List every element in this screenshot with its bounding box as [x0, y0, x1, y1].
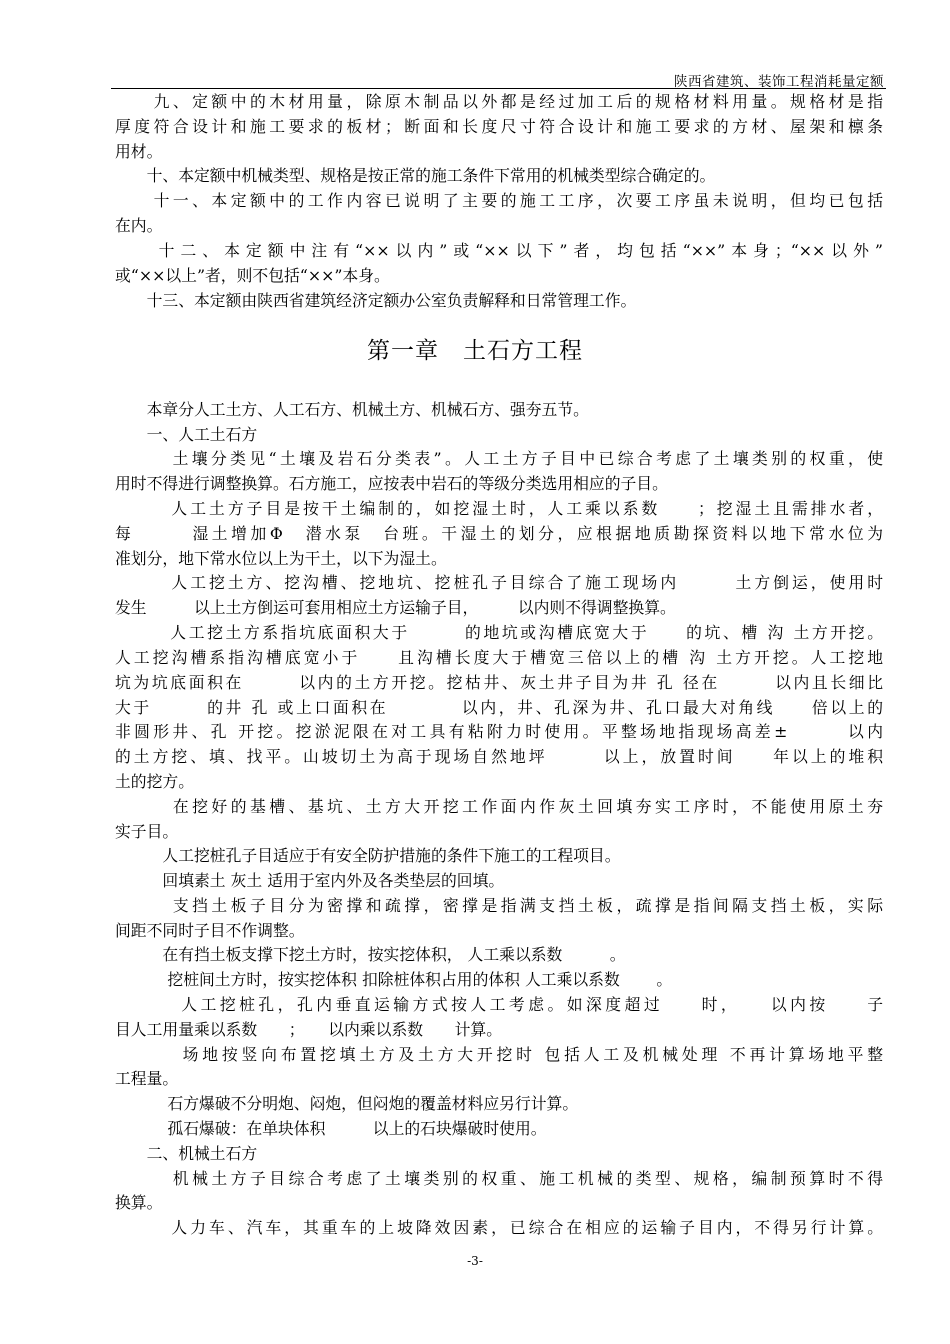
- text-line: 十三、本定额由陕西省建筑经济定额办公室负责解释和日常管理工作。: [115, 291, 637, 310]
- text-line: 大于 的井 孔 或上口面积在 以内，井、孔深为井、孔口最大对角线 倍以上的: [115, 698, 883, 717]
- text-line: 坑为坑底面积在 以内的土方开挖。挖枯井、灰土井子目为井 孔 径在 以内且长细比: [115, 673, 883, 692]
- text-line: 非圆形井、孔 开挖。挖淤泥限在对工具有粘附力时使用。平整场地指现场高差± 以内: [115, 722, 883, 741]
- text-line: 在有挡土板支撑下挖土方时，按实挖体积， 人工乘以系数 。: [115, 945, 626, 964]
- text-line: 在挖好的基槽、基坑、土方大开挖工作面内作灰土回填夯实工序时，不能使用原土夯: [115, 797, 883, 816]
- text-line: 人工挖桩孔子目适应于有安全防护措施的条件下施工的工程项目。: [115, 846, 621, 865]
- text-line: 挖桩间土方时，按实挖体积 扣除桩体积占用的体积 人工乘以系数 。: [115, 970, 673, 989]
- text-line: 在内。: [115, 216, 163, 235]
- text-line: 人工挖土方、挖沟槽、挖地坑、挖桩孔子目综合了施工现场内 土方倒运，使用时: [115, 573, 883, 592]
- text-line: 人力车、汽车，其重车的上坡降效因素，已综合在相应的运输子目内，不得另行计算。: [115, 1218, 883, 1237]
- text-line: 或“××以上”者，则不包括“××”本身。: [115, 266, 390, 285]
- text-line: 发生 以上土方倒运可套用相应土方运输子目， 以内则不得调整换算。: [115, 598, 676, 617]
- text-line: 孤石爆破：在单块体积 以上的石块爆破时使用。: [115, 1119, 547, 1138]
- text-line: 用时不得进行调整换算。石方施工，应按表中岩石的等级分类选用相应的子目。: [115, 474, 668, 493]
- text-line: 间距不同时子目不作调整。: [115, 921, 305, 940]
- section-heading: 一、人工土石方: [115, 425, 258, 444]
- text-line: 目人工用量乘以系数 ； 以内乘以系数 计算。: [115, 1020, 503, 1039]
- text-line: 实子目。: [115, 822, 179, 841]
- text-line: 石方爆破不分明炮、闷炮，但闷炮的覆盖材料应另行计算。: [115, 1094, 579, 1113]
- text-line: 土壤分类见“土壤及岩石分类表”。人工土方子目中已综合考虑了土壤类别的权重，使: [115, 449, 883, 468]
- text-line: 十二、本定额中注有“××以内”或“××以下”者，均包括“××”本身；“××以外”: [115, 241, 883, 260]
- text-line: 机械土方子目综合考虑了土壤类别的权重、施工机械的类型、规格，编制预算时不得: [115, 1169, 883, 1188]
- text-line: 换算。: [115, 1193, 163, 1212]
- text-line: 每 湿土增加Φ 潜水泵 台班。干湿土的划分，应根据地质勘探资料以地下常水位为: [115, 524, 883, 543]
- text-line: 十一、本定额中的工作内容已说明了主要的施工工序，次要工序虽未说明，但均已包括: [115, 191, 883, 210]
- text-line: 人工挖土方系指坑底面积大于 的地坑或沟槽底宽大于 的坑、槽 沟 土方开挖。: [115, 623, 883, 642]
- text-line: 用材。: [115, 142, 163, 161]
- text-line: 的土方挖、填、找平。山坡切土为高于现场自然地坪 以上，放置时间 年以上的堆积: [115, 747, 883, 766]
- header-divider: [111, 88, 886, 89]
- text-line: 九、定额中的木材用量，除原木制品以外都是经过加工后的规格材料用量。规格材是指: [115, 92, 883, 111]
- text-line: 十、本定额中机械类型、规格是按正常的施工条件下常用的机械类型综合确定的。: [115, 166, 716, 185]
- text-line: 回填素土 灰土 适用于室内外及各类垫层的回填。: [115, 871, 505, 890]
- section-heading: 二、机械土石方: [115, 1144, 258, 1163]
- running-header: 陕西省建筑、装饰工程消耗量定额: [674, 74, 884, 90]
- text-line: 厚度符合设计和施工要求的板材；断面和长度尺寸符合设计和施工要求的方材、屋架和檩条: [115, 117, 883, 136]
- text-line: 本章分人工土方、人工石方、机械土方、机械石方、强夯五节。: [115, 400, 589, 419]
- text-line: 工程量。: [115, 1069, 179, 1088]
- text-line: 土的挖方。: [115, 772, 194, 791]
- text-line: 人工土方子目是按干土编制的，如挖湿土时，人工乘以系数 ；挖湿土且需排水者，: [115, 499, 883, 518]
- text-line: 人工挖沟槽系指沟槽底宽小于 且沟槽长度大于槽宽三倍以上的槽 沟 土方开挖。人工挖地: [115, 648, 883, 667]
- text-line: 准划分，地下常水位以上为干土，以下为湿土。: [115, 549, 447, 568]
- text-line: 人工挖桩孔，孔内垂直运输方式按人工考虑。如深度超过 时， 以内按 子: [115, 995, 883, 1014]
- chapter-title: 第一章 土石方工程: [367, 338, 583, 364]
- text-line: 支挡土板子目分为密撑和疏撑，密撑是指满支挡土板，疏撑是指间隔支挡土板，实际: [115, 896, 883, 915]
- text-line: 场地按竖向布置挖填土方及土方大开挖时 包括人工及机械处理 不再计算场地平整: [115, 1045, 883, 1064]
- page-number: -3-: [467, 1254, 483, 1268]
